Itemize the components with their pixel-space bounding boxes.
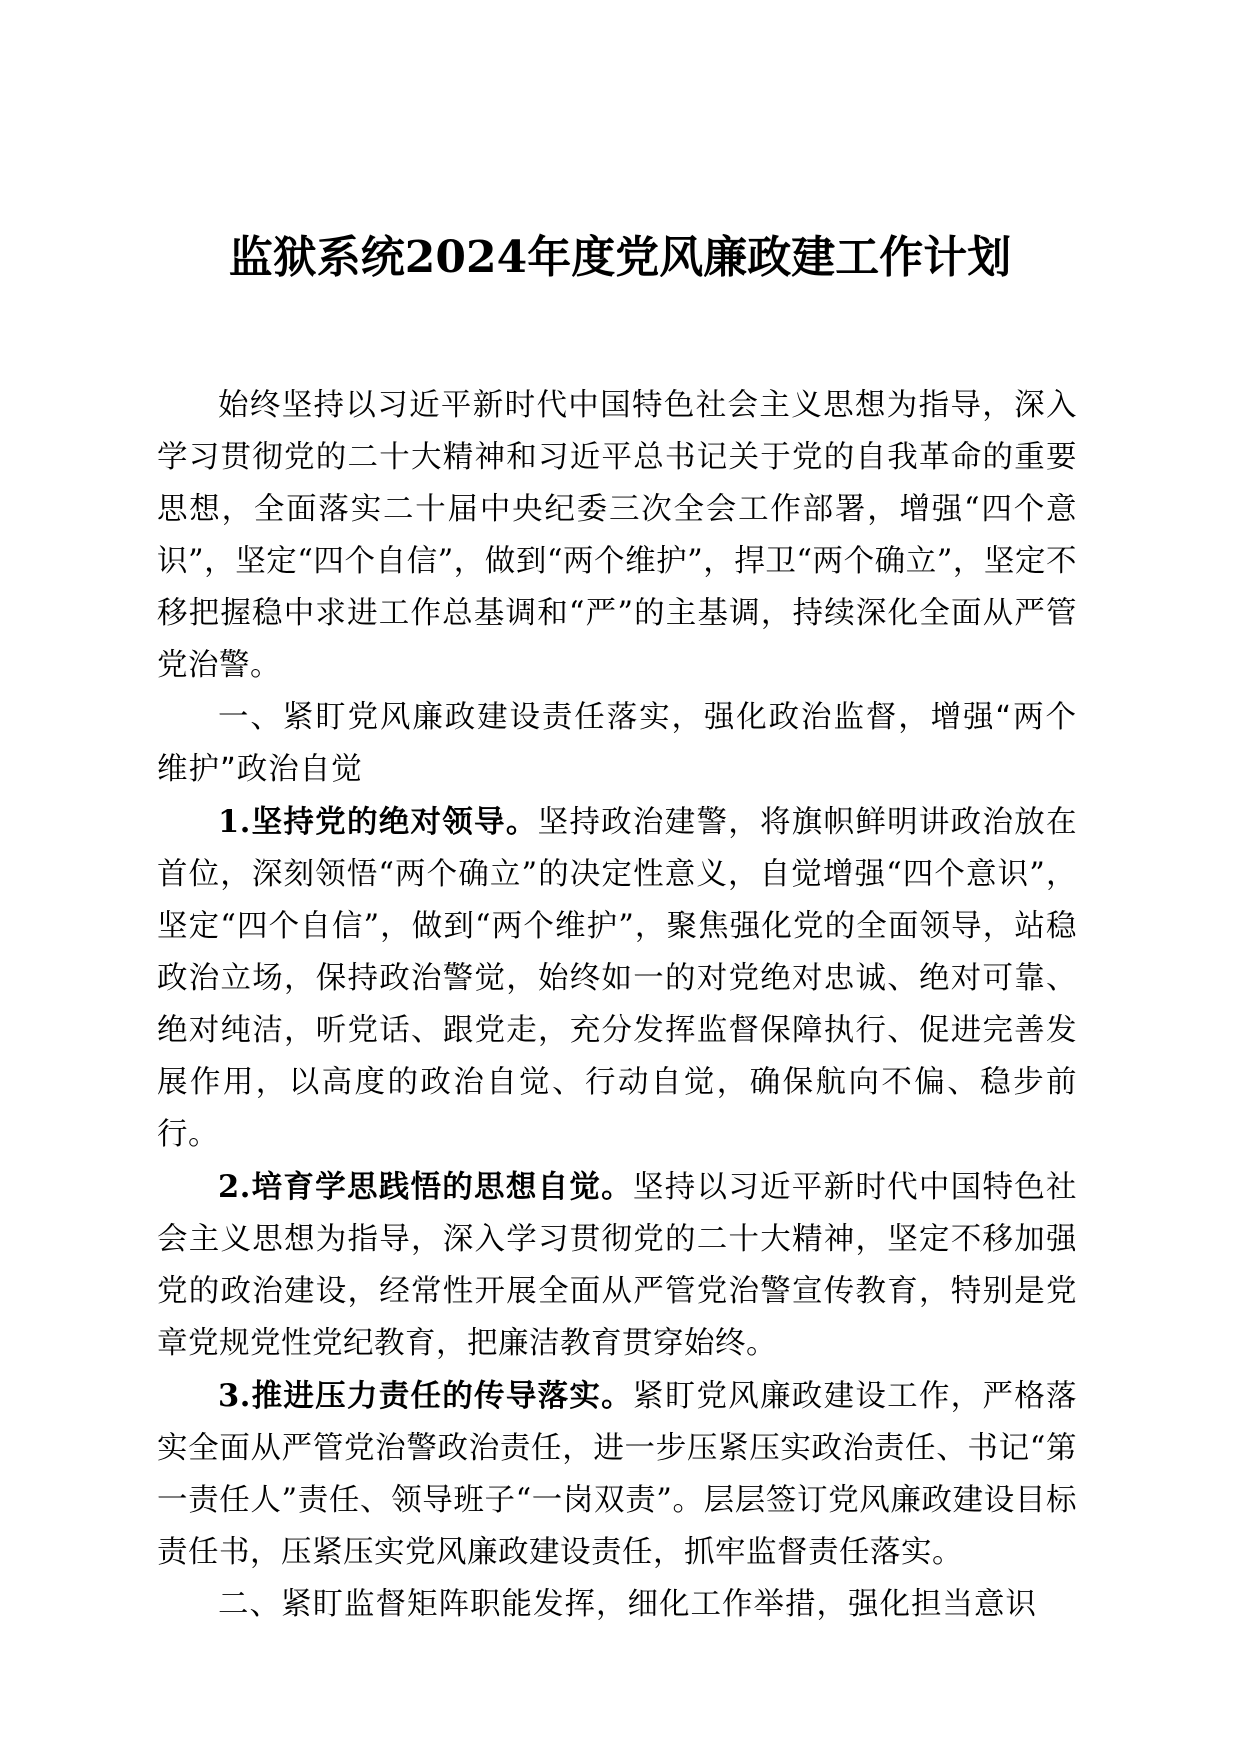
intro-paragraph: 始终坚持以习近平新时代中国特色社会主义思想为指导，深入学习贯彻党的二十大精神和习近平总书记关于党的自我革命的重要思想，全面落实二十届中央纪委三次全会工作部署，增强“四个意识”，坚定“四个自信”，做到“两个维护”，捍卫“两个确立”，坚定不移把握稳中求进工作总基调和“严”的主基调，持续深化全面从严管党治警。 [157,388,1077,683]
item-3-text: 紧盯党风廉政建设工作，严格落实全面从严管党治警政治责任，进一步压紧压实政治责任、书记“第一责任人”责任、领导班子“一岗双责”。层层签订党风廉政建设目标责任书，压紧压实党风廉政建设责任，抓牢监督责任落实。 [157,1379,1077,1570]
section-2-heading: 二、紧盯监督矩阵职能发挥，细化工作举措，强化担当意识 [218,1587,1037,1622]
document-body [157,380,1077,1631]
section-1-heading: 一、紧盯党风廉政建设责任落实，强化政治监督，增强“两个维护”政治自觉 [157,700,1077,787]
document-title: 监狱系统2024年度党风廉政建工作计划 [228,232,1012,283]
item-2-text: 坚持以习近平新时代中国特色社会主义思想为指导，深入学习贯彻党的二十大精神，坚定不移加强党的政治建设，经常性开展全面从严管党治警宣传教育，特别是党章党规党性党纪教育，把廉洁教育贯穿始终。 [157,1170,1077,1361]
item-2-lead: 2.培育学思践悟的思想自觉。 [218,1169,633,1205]
item-1-text: 坚持政治建警，将旗帜鲜明讲政治放在首位，深刻领悟“两个确立”的决定性意义，自觉增强“四个意识”，坚定“四个自信”，做到“两个维护”，聚焦强化党的全面领导，站稳政治立场，保持政治警觉，始终如一的对党绝对忠诚、绝对可靠、绝对纯洁，听党话、跟党走，充分发挥监督保障执行、促进完善发展作用，以高度的政治自觉、行动自觉，确保航向不偏、稳步前行。 [157,805,1077,1152]
item-1-lead: 1.坚持党的绝对领导。 [218,804,538,840]
item-2-paragraph [157,1161,1077,1370]
item-1-paragraph [157,796,1077,1161]
item-3-paragraph [157,1370,1077,1579]
item-3-lead: 3.推进压力责任的传导落实。 [218,1378,633,1414]
